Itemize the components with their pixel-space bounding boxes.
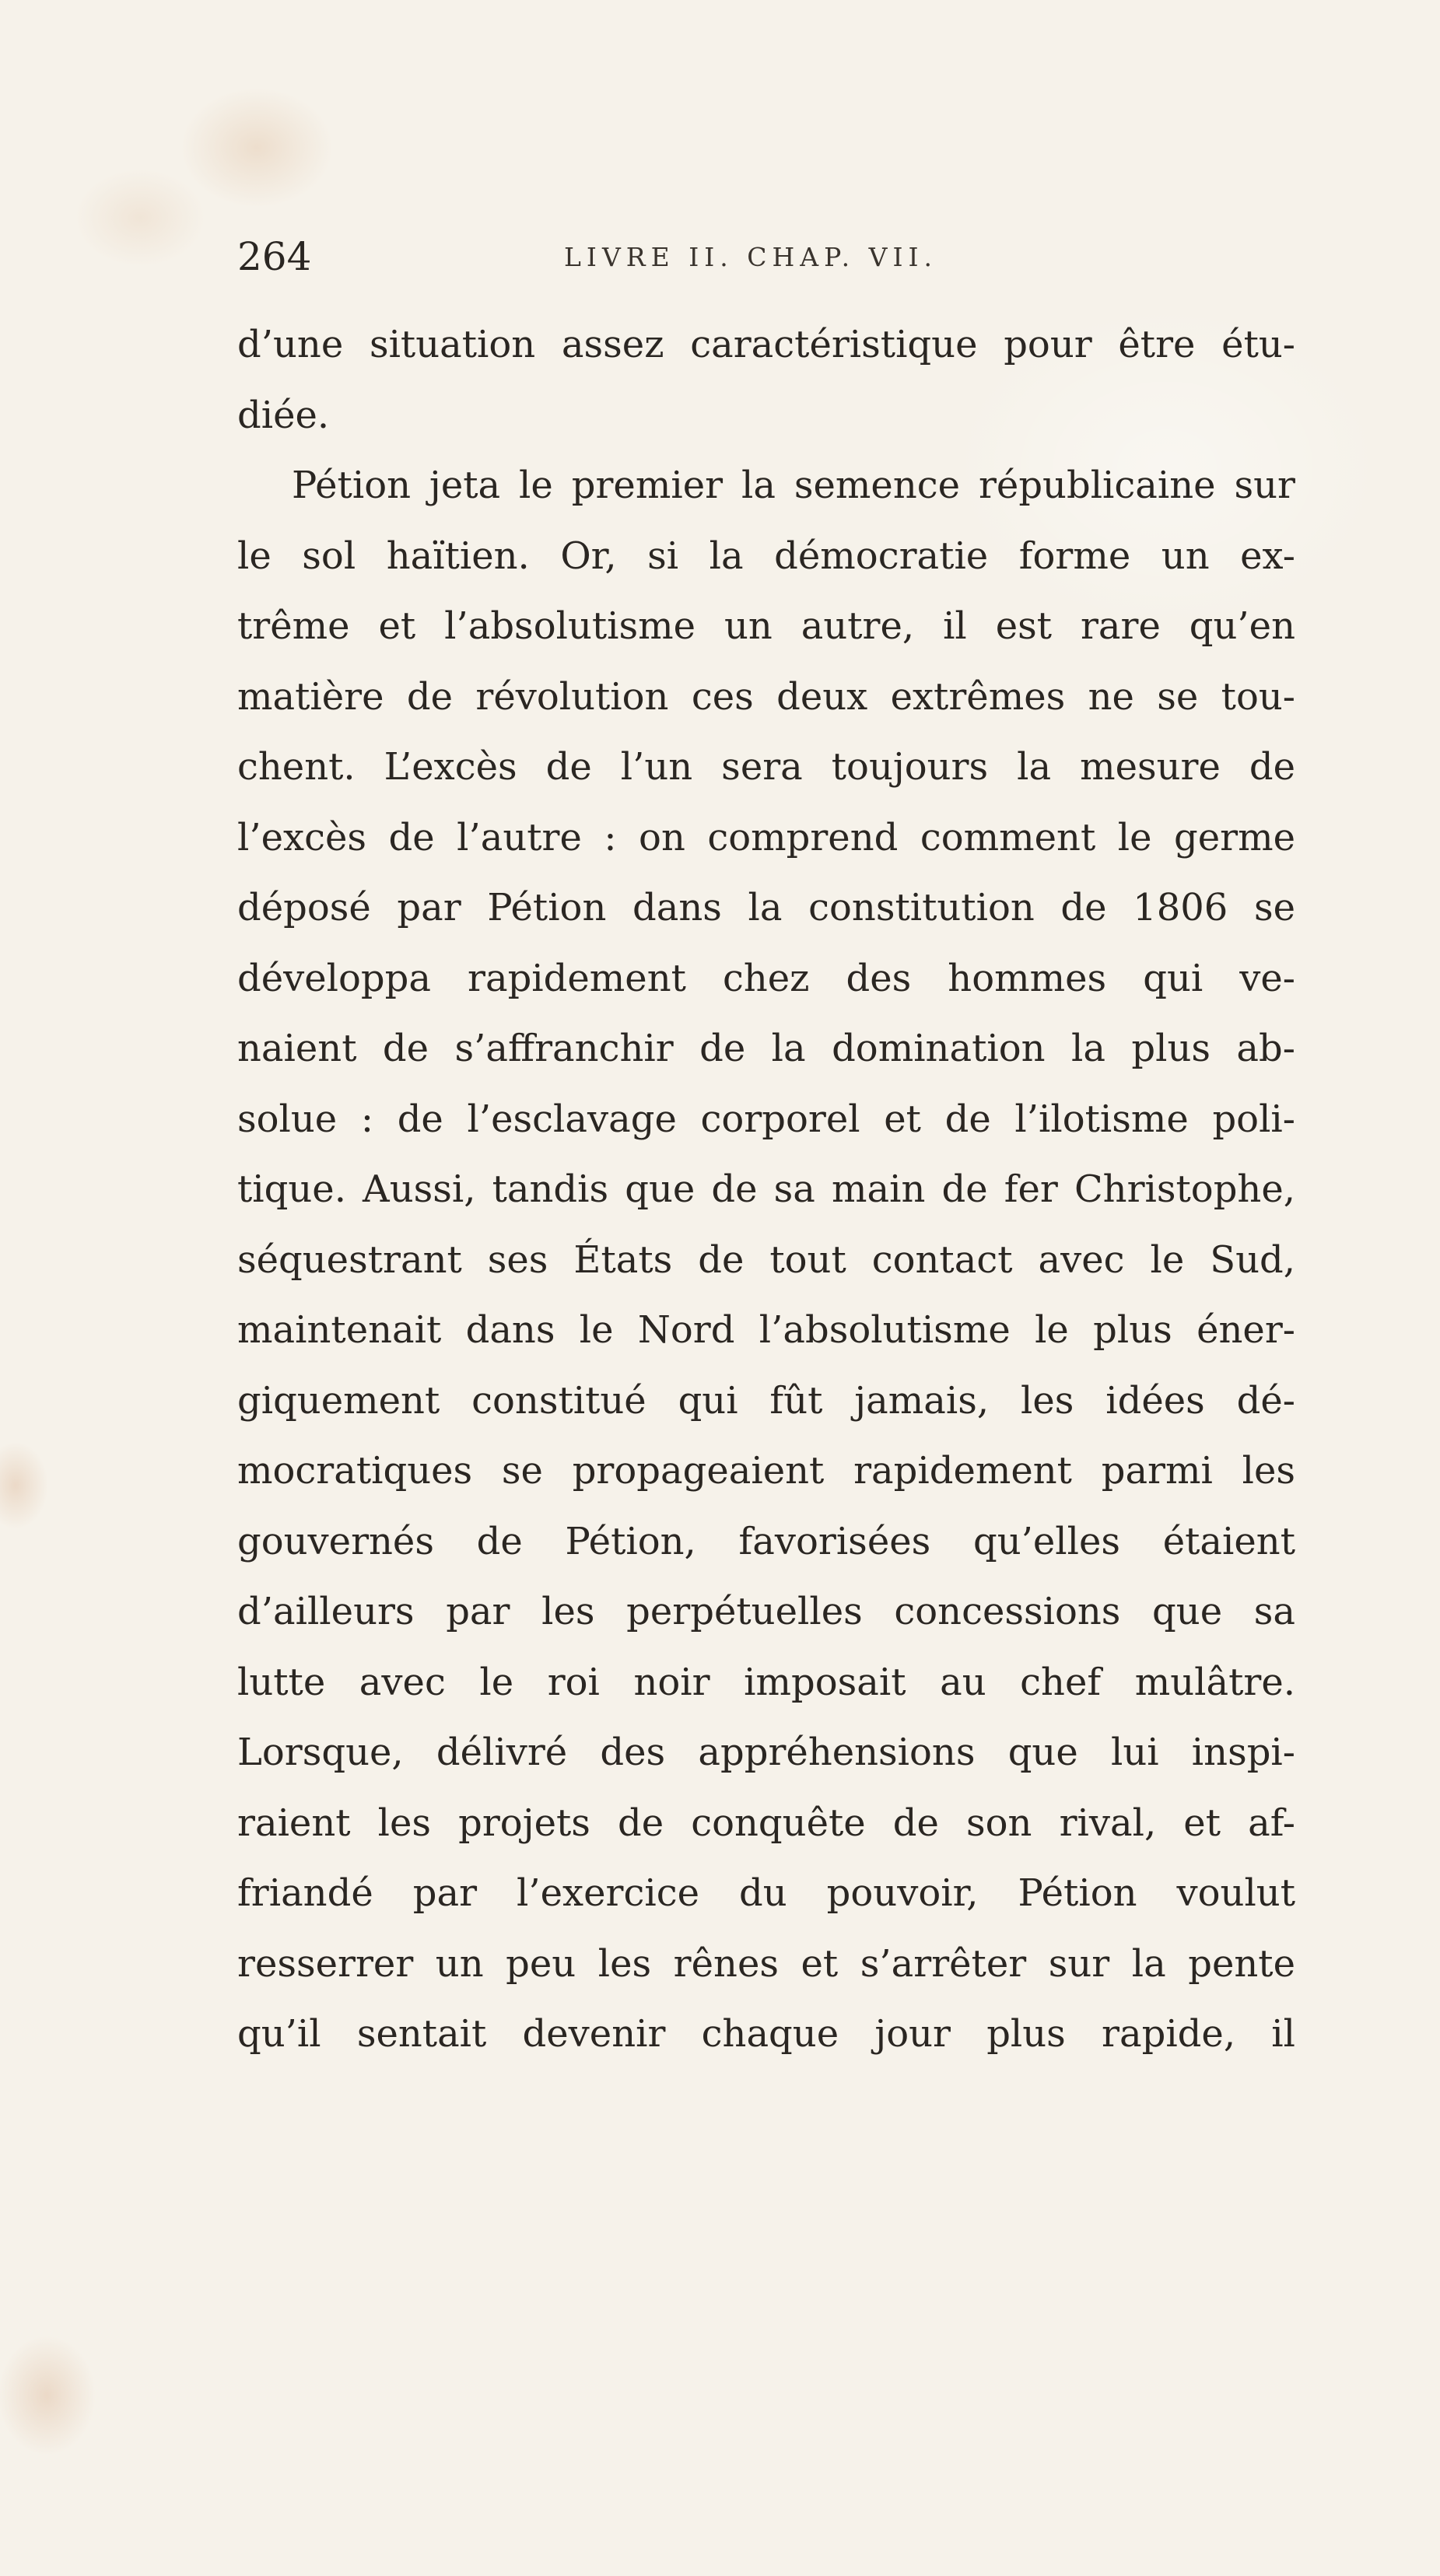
body-text bbox=[237, 310, 1295, 2070]
text-line: trême et l’absolutisme un autre, il est rare qu’en bbox=[237, 604, 1295, 648]
text-line: déposé par Pétion dans la constitution de 1806 se bbox=[237, 886, 1295, 929]
text-line: mocratiques se propageaient rapidement parmi les bbox=[237, 1449, 1295, 1493]
text-line: le sol haïtien. Or, si la démocratie forme un ex- bbox=[237, 534, 1295, 578]
text-line: naient de s’affranchir de la domination la plus ab- bbox=[237, 1027, 1295, 1070]
text-line: l’excès de l’autre : on comprend comment le germe bbox=[237, 815, 1295, 859]
text-line: maintenait dans le Nord l’absolutisme le plus éner- bbox=[237, 1308, 1295, 1352]
text-line: développa rapidement chez des hommes qui ve- bbox=[237, 956, 1295, 1000]
text-line: friandé par l’exercice du pouvoir, Pétion voulut bbox=[237, 1871, 1295, 1915]
text-line: d’ailleurs par les perpétuelles concessions que sa bbox=[237, 1590, 1295, 1633]
text-line: gouvernés de Pétion, favorisées qu’elles étaient bbox=[237, 1519, 1295, 1563]
text-line: resserrer un peu les rênes et s’arrêter sur la pente bbox=[237, 1941, 1295, 1986]
page-header bbox=[237, 233, 1295, 280]
text-line: giquement constitué qui fût jamais, les idées dé- bbox=[237, 1378, 1295, 1423]
text-line: matière de révolution ces deux extrêmes ne se tou- bbox=[237, 674, 1295, 719]
text-line: Pétion jeta le premier la semence républicaine sur bbox=[292, 464, 1295, 507]
text-line: tique. Aussi, tandis que de sa main de fer Christophe, bbox=[237, 1167, 1295, 1211]
text-line: raient les projets de conquête de son rival, et af- bbox=[237, 1801, 1295, 1845]
text-line: solue : de l’esclavage corporel et de l’ilotisme poli- bbox=[237, 1097, 1295, 1141]
running-head: LIVRE II. CHAP. VII. bbox=[564, 242, 938, 272]
text-line: qu’il sentait devenir chaque jour plus rapide, il bbox=[237, 2012, 1295, 2056]
page-number: 264 bbox=[237, 234, 312, 279]
text-line: Lorsque, délivré des appréhensions que lui inspi- bbox=[237, 1731, 1295, 1774]
text-line: séquestrant ses États de tout contact avec le Sud, bbox=[237, 1237, 1295, 1282]
text-line: lutte avec le roi noir imposait au chef mulâtre. bbox=[237, 1660, 1295, 1704]
text-line: d’une situation assez caractéristique pour être étu- bbox=[237, 323, 1295, 366]
text-line: diée. bbox=[237, 393, 330, 437]
text-line: chent. L’excès de l’un sera toujours la mesure de bbox=[237, 745, 1295, 789]
